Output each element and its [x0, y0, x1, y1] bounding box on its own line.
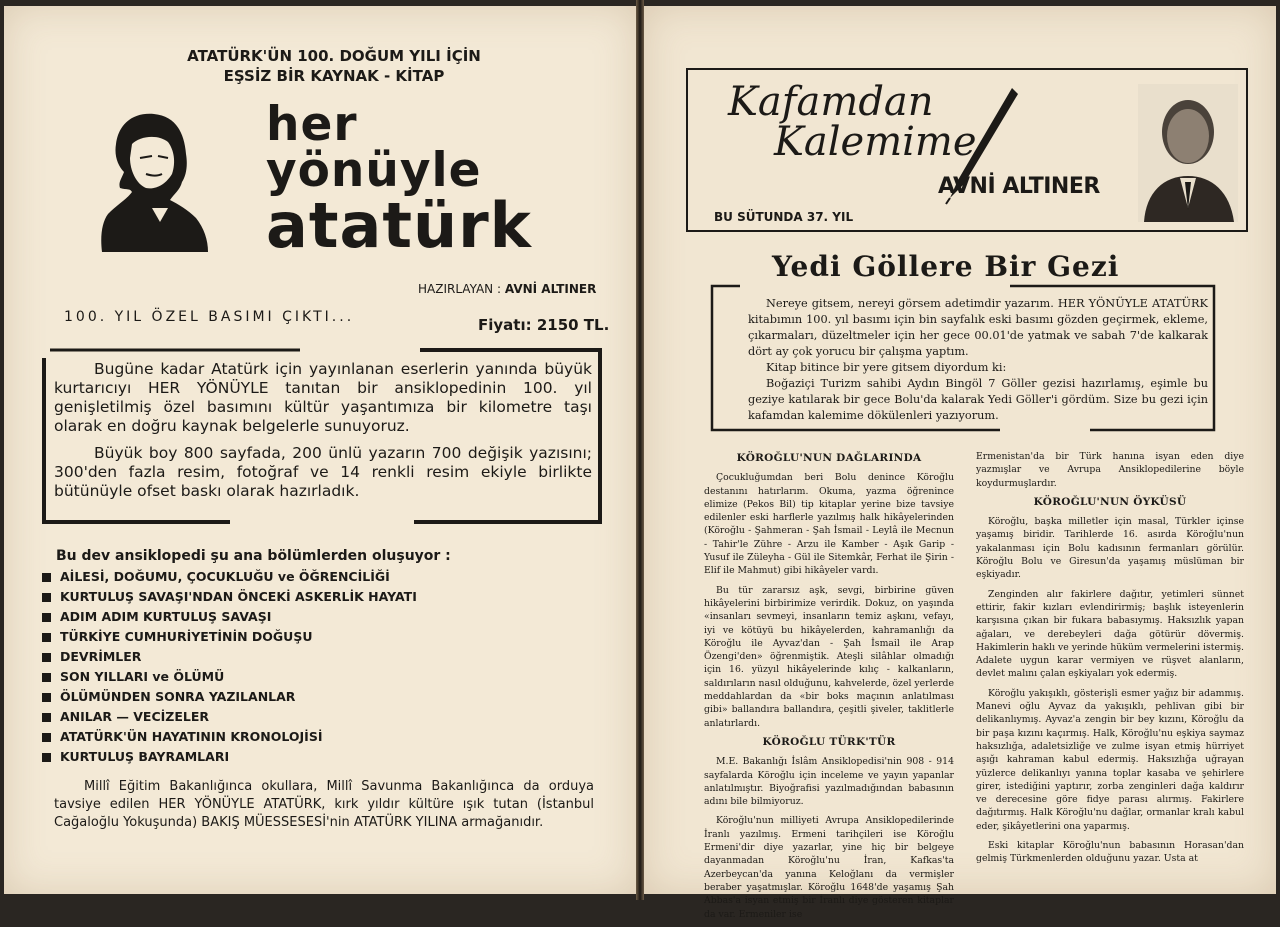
section-item: ÖLÜMÜNDEN SONRA YAZILANLAR: [42, 687, 417, 707]
ad-header-line2: EŞSİZ BİR KAYNAK - KİTAP: [223, 67, 445, 85]
article-paragraph: Çocukluğumdan beri Bolu denince Köroğlu destanını hatırlarım. Okuma, yazma öğrenince elimize (Pekos Bil) tip kitaplar yerine bize tavsiye edilenler eski harflerle yazılmış halk hikâyelerinden (Köroğlu - Şahmeran - Şah İsmail - Leylâ ile Mecnun - Tahir'le Zühre - Arzu ile Kamber - Aşık Garip - Yusuf ile Züleyha - Gül ile Sitemkâr, Ferhat ile Şirin - Elif ile Mahmut) gibi hikâyeler vardı.: [704, 472, 954, 577]
footnote-text: Millî Eğitim Bakanlığınca okullara, Millî Savunma Bakanlığınca da orduya tavsiye edilen HER YÖNÜYLE ATATÜRK, kırk yıldır kültüre ışık tutan (İstanbul Cağaloğlu Yokuşunda) BAKIŞ MÜESSESESİ'nin ATATÜRK YILINA armağanıdır.: [54, 779, 594, 830]
article-paragraph: Ermenistan'da bir Türk hanına isyan eden diye yazmışlar ve Avrupa Ansiklopedilerine böyle koydurmuşlardır.: [976, 451, 1244, 489]
bullet-square-icon: [42, 733, 51, 742]
price-label: Fiyatı: 2150 TL.: [478, 316, 610, 334]
book-title-line3: atatürk: [266, 189, 532, 262]
column-title-line2: Kalemime: [774, 119, 977, 165]
prepared-label: HAZIRLAYAN :: [418, 282, 502, 296]
article-title: Yedi Göllere Bir Gezi: [772, 250, 1120, 283]
ad-header: [144, 46, 524, 86]
bullet-square-icon: [42, 593, 51, 602]
section-item: DEVRİMLER: [42, 647, 417, 667]
right-page-article: [644, 6, 1276, 920]
lead-paragraph-2: Kitap bitince bir yere gitsem diyordum ki:: [766, 361, 1007, 374]
page-gutter: [636, 0, 644, 900]
bullet-square-icon: [42, 693, 51, 702]
section-item: TÜRKİYE CUMHURİYETİNİN DOĞUŞU: [42, 627, 417, 647]
section-item: SON YILLARI ve ÖLÜMÜ: [42, 667, 417, 687]
article-paragraph: Bu tür zararsız aşk, sevgi, birbirine güven hikâyelerini birbirimize verirdik. Dokuz, on yaşında «insanları sevmeyi, insanların temiz aşkını, vefayı, iyi ve kötüyü bu hikâyelerden, kahramanlığı da Köroğlu ile Ayvaz'dan - Şah İsmail ile Arap Özengi'den» öğrenmiştik. Ateşli silâhlar olmadığı için 16. yüzyıl hikâyelerinde kılıç - kalkanların, saldırıların nasıl olduğunu, kahvelerde, özel yerlerde meddahlardan da «bir boks maçının anlatılması gibi» ballandıra ballandıra, çeşitli şiveler, taklitlerle anlatırlardı.: [704, 584, 954, 729]
bullet-square-icon: [42, 753, 51, 762]
book-title-line2: yönüyle: [266, 143, 482, 198]
lead-paragraph-3: Boğaziçi Turizm sahibi Aydın Bingöl 7 Göller gezisi hazırlamış, eşimle bu geziye katılarak bir gece Bolu'da kalarak Yedi Göller'i gördüm. Size bu gezi için kafamdan kalemime dökülenleri yazıyorum.: [748, 377, 1208, 422]
lead-paragraph-1: Nereye gitsem, nereyi görsem adetimdir yazarım. HER YÖNÜYLE ATATÜRK kitabımın 100. yıl basımı için bin sayfalık eski basımı gözden geçirmek, ekleme, çıkarmaları, düzeltmeler için her gece 00.01'de yatmak ve sabah 7'de kalkarak dört ay çok yorucu bir çalışma yaptım.: [748, 297, 1208, 358]
lead-text: [748, 296, 1208, 424]
section-item: ADIM ADIM KURTULUŞ SAVAŞI: [42, 607, 417, 627]
bullet-square-icon: [42, 613, 51, 622]
prepared-by: [418, 282, 596, 296]
article-column-left: [704, 450, 954, 927]
column-since: BU SÜTUNDA 37. YIL: [714, 210, 854, 224]
article-paragraph: Zenginden alır fakirlere dağıtır, yetimleri sünnet ettirir, fakir kızları evlendirirmiş; başlık isteyenlerin karşısına çıkan bir fukara babasıymış. Haksızlık yapan ağaları, ve derebeyleri dağa götürür dövermiş. Hakimlerin haklı ve yerinde hüküm vermelerini istermiş. Adalete uygun karar vermiyen ve rüşvet alanların, devlet malını çalan eşkiyaları yok edermiş.: [976, 588, 1244, 680]
column-header: [686, 68, 1248, 232]
column-author: AVNİ ALTINER: [938, 174, 1100, 199]
section-item: KURTULUŞ SAVAŞI'NDAN ÖNCEKİ ASKERLİK HAYATI: [42, 587, 417, 607]
article-column-right: [976, 450, 1244, 872]
bullet-square-icon: [42, 633, 51, 642]
article-paragraph: Köroğlu yakışıklı, gösterişli esmer yağız bir adammış. Manevi oğlu Ayvaz da yakışıklı, pehlivan gibi bir delikanlıymış. Ayvaz'a zengin bir bey kızını, Köroğlu da bir paşa kızını kaçırmış. Halk, Köroğlu'nu eşkiya saymaz haksızlığa, adaletsizliğe ve zulme isyan etmiş hürriyet aşığı kahraman kabul edermiş. Haksızlığa uğrayan yüzlerce delikanlıyı yanına toplar kasaba ve şehirlere girer, istediğini yaptırır, zorba zenginleri dağa kaldırır ve derecesine göre fidye parası alırmış. Fakirlere dağıtırmış. Halk Köroğlu'nu dağlar, ormanlar kralı kabul eder, şikâyetlerini ona yaparmış.: [976, 687, 1244, 832]
bullet-square-icon: [42, 573, 51, 582]
book-title-line1: her: [266, 97, 358, 152]
section-item: ATATÜRK'ÜN HAYATININ KRONOLOJİSİ: [42, 727, 417, 747]
subheading-koroglu-turktur: KÖROĞLU TÜRK'TÜR: [762, 735, 896, 748]
sections-title: Bu dev ansiklopedi şu ana bölümlerden oluşuyor :: [56, 548, 451, 564]
section-item: KURTULUŞ BAYRAMLARI: [42, 747, 417, 767]
special-edition-note: 100. YIL ÖZEL BASIMI ÇIKTI...: [64, 309, 355, 325]
left-page-advertisement: [4, 6, 636, 894]
book-title: [266, 97, 532, 262]
article-paragraph: Köroğlu'nun milliyeti Avrupa Ansiklopedilerinde İranlı yazılmış. Ermeni tarihçileri ise Köroğlu Ermeni'dir diye yazarlar, yine hiç bir belgeye dayanmadan Köroğlu'nu İran, Kafkas'ta Azerbeycan'da yanına Keloğlanı da vermişler beraber yaşatmışlar. Köroğlu 1648'de yaşamış Şah Abbas'a isyan etmiş bir İranlı diye gösteren kitaplar da var. Ermeniler ise: [704, 815, 954, 920]
article-paragraph: Eski kitaplar Köroğlu'nun babasının Horasan'dan gelmiş Türkmenlerden olduğunu yazar. Usta at: [976, 840, 1244, 865]
bullet-square-icon: [42, 713, 51, 722]
section-item: AİLESİ, DOĞUMU, ÇOCUKLUĞU ve ÖĞRENCİLİĞİ: [42, 567, 417, 587]
subheading-koroglu-oykusu: KÖROĞLU'NUN ÖYKÜSÜ: [1033, 495, 1187, 508]
article-paragraph: Köroğlu, başka milletler için masal, Türkler içinse yaşamış biridir. Tarihlerde 16. asırda Köroğlu'nun yakalanması için Bolu kadısının fermanları görülür. Köroğlu Bolu ve Giresun'da yaşamış müslüman bir eşkiyadır.: [976, 516, 1244, 581]
intro-paragraph-1: Bugüne kadar Atatürk için yayınlanan eserlerin yanında büyük kurtarıcıyı HER YÖNÜYLE tanıtan bir ansiklopedinin 100. yıl genişletilmiş özel basımını kültür yaşantımıza bir kilometre taşı olarak en doğru kaynak belgelerle sunuyoruz.: [54, 360, 592, 435]
prepared-name: AVNİ ALTINER: [504, 282, 597, 296]
column-title-line1: Kafamdan: [728, 79, 934, 125]
intro-frame: [40, 344, 606, 528]
bullet-square-icon: [42, 653, 51, 662]
ad-header-line1: ATATÜRK'ÜN 100. DOĞUM YILI İÇİN: [187, 47, 481, 65]
subheading-koroglu-daglarinda: KÖROĞLU'NUN DAĞLARINDA: [736, 452, 922, 464]
bullet-square-icon: [42, 673, 51, 682]
lead-frame: [710, 280, 1218, 434]
sections-list: [42, 567, 417, 767]
section-item: ANILAR — VECİZELER: [42, 707, 417, 727]
author-photo-icon: [1138, 84, 1238, 222]
intro-paragraph-2: Büyük boy 800 sayfada, 200 ünlü yazarın 700 değişik yazısını; 300'den fazla resim, fotoğraf ve 14 renkli resim ekiyle birlikte bütünüyle ofset baskı olarak hazırladık.: [54, 444, 592, 500]
article-paragraph: M.E. Bakanlığı İslâm Ansiklopedisi'nin 908 - 914 sayfalarda Köroğlu için inceleme ve yayın yapanlar anlatılmıştır. Biyoğrafisi yazılmadığından babasının adını bile bilmiyoruz.: [704, 756, 954, 808]
ataturk-portrait-icon: [96, 104, 211, 254]
intro-text: [54, 360, 592, 509]
